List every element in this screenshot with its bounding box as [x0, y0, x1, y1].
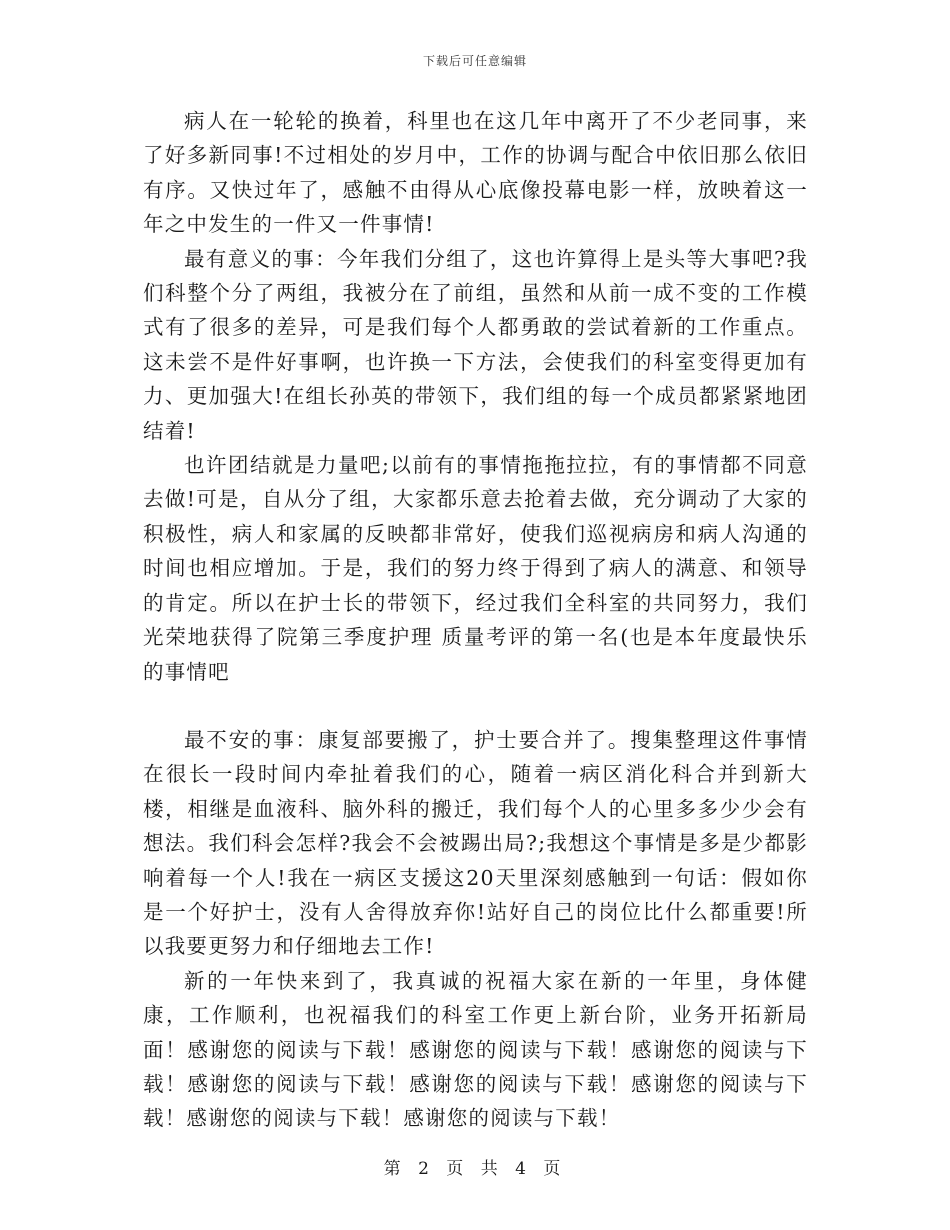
- paragraph-3: 也许团结就是力量吧;以前有的事情拖拖拉拉，有的事情都不同意去做!可是，自从分了组，大家都乐意去抢着去做，充分调动了大家的积极性，病人和家属的反映都非常好，使我们巡视病房和病人沟通的时间也相应增加。于是，我们的努力终于得到了病人的满意、和领导的肯定。所以在护士长的带领下，经过我们全科室的共同努力，我们光荣地获得了院第三季度护理 质量考评的第一名(也是本年度最快乐的事情吧: [143, 453, 808, 684]
- page-header: 下载后可任意编辑: [422, 54, 527, 68]
- paragraph-4: 最不安的事：康复部要搬了，护士要合并了。搜集整理这件事情在很长一段时间内牵扯着我们的心，随着一病区消化科合并到新大楼，相继是血液科、脑外科的搬迁，我们每个人的心里多多少少会有想法。我们科会怎样?我会不会被踢出局?;我想这个事情是多是少都影响着每一个人!我在一病区支援这20天里深刻感触到一句话：假如你是一个好护士，没有人舍得放弃你!站好自己的岗位比什么都重要!所以我要更努力和仔细地去工作!: [143, 727, 808, 959]
- page-footer: 第 2 页 共 4 页: [383, 1159, 567, 1179]
- paragraph-5: 新的一年快来到了，我真诚的祝福大家在新的一年里，身体健康，工作顺利，也祝福我们的科室工作更上新台阶，业务开拓新局面！感谢您的阅读与下载！感谢您的阅读与下载！感谢您的阅读与下载！感谢您的阅读与下载！感谢您的阅读与下载！感谢您的阅读与下载！感谢您的阅读与下载！感谢您的阅读与下载！: [143, 968, 808, 1131]
- paragraph-2: 最有意义的事：今年我们分组了，这也许算得上是头等大事吧?我们科整个分了两组，我被分在了前组，虽然和从前一成不变的工作模式有了很多的差异，可是我们每个人都勇敢的尝试着新的工作重点。这未尝不是件好事啊，也许换一下方法，会使我们的科室变得更加有力、更加强大!在组长孙英的带领下，我们组的每一个成员都紧紧地团结着!: [143, 246, 808, 443]
- paragraph-1: 病人在一轮轮的换着，科里也在这几年中离开了不少老同事，来了好多新同事!不过相处的岁月中，工作的协调与配合中依旧那么依旧有序。又快过年了，感触不由得从心底像投幕电影一样，放映着这一年之中发生的一件又一件事情!: [143, 109, 808, 237]
- document-body: [143, 104, 808, 1136]
